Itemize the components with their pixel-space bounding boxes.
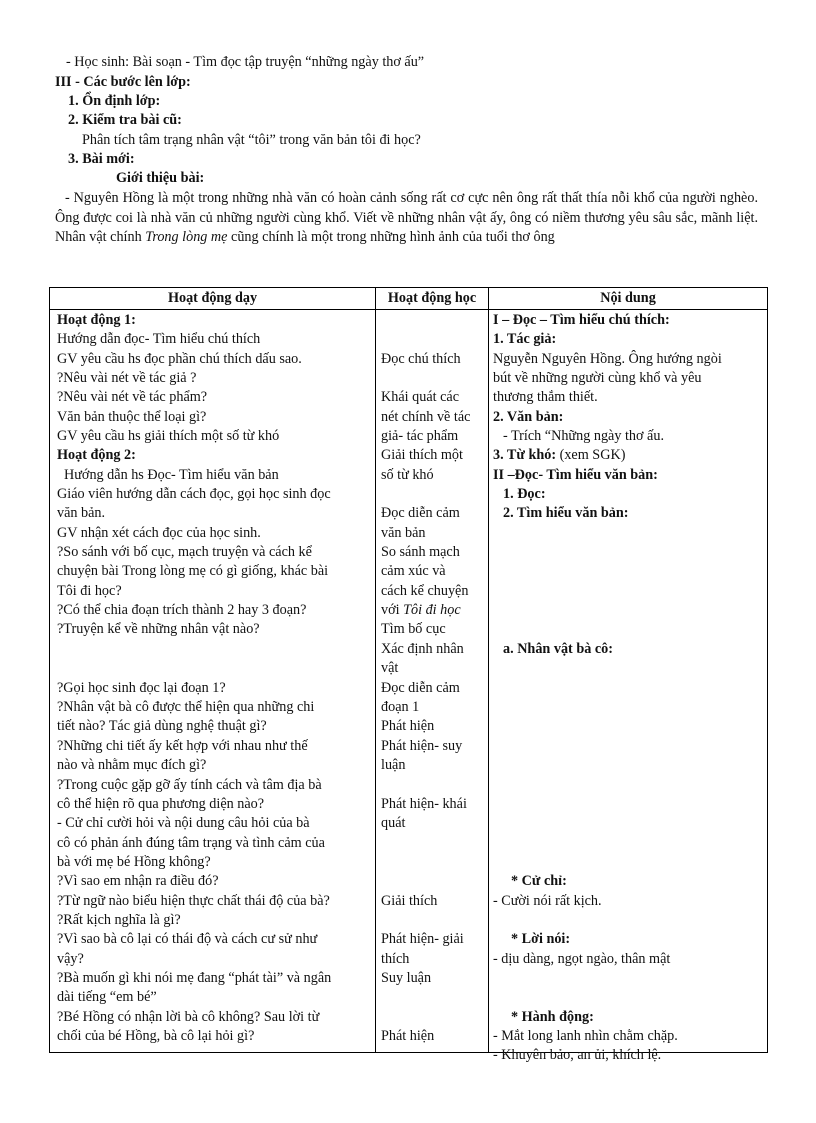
learning-column bbox=[376, 310, 489, 1053]
learn-line: Suy luận bbox=[381, 970, 432, 986]
learn-line: Xác định nhân bbox=[381, 641, 464, 657]
content-line: Nguyễn Nguyên Hồng. Ông hướng ngòi bbox=[493, 351, 722, 367]
teach-line: dài tiếng “em bé” bbox=[57, 989, 157, 1005]
student-prep-line: - Học sinh: Bài soạn - Tìm đọc tập truyện “những ngày thơ ấu” bbox=[66, 54, 425, 70]
teach-line: GV nhận xét cách đọc của học sinh. bbox=[57, 525, 261, 541]
learn-line: Đọc diễn cảm bbox=[381, 505, 460, 521]
learn-line: đoạn 1 bbox=[381, 699, 420, 715]
teach-line: GV yêu cầu hs đọc phần chú thích dấu sao. bbox=[57, 351, 302, 367]
lesson-table bbox=[49, 287, 768, 1063]
teach-line: - Cử chỉ cười hỏi và nội dung câu hỏi của bà bbox=[57, 815, 310, 831]
learn-line: Giải thích một bbox=[381, 447, 463, 463]
header-teaching: Hoạt động dạy bbox=[50, 288, 376, 310]
content-line: thương thắm thiết. bbox=[493, 389, 598, 405]
learn-with-word: với bbox=[381, 602, 400, 618]
activity-1-heading: Hoạt động 1: bbox=[57, 312, 136, 328]
teach-line: ?Vì sao bà cô lại có thái độ và cách cư sử như bbox=[57, 931, 318, 947]
teach-line: cô có phản ánh đúng tâm trạng và tình cảm của bbox=[57, 835, 325, 851]
teach-line: ?Rất kịch nghĩa là gì? bbox=[57, 912, 181, 928]
teach-line: ?Nhân vật bà cô được thể hiện qua những chi bbox=[57, 699, 315, 715]
teaching-column bbox=[50, 310, 376, 1053]
step-2-heading: 2. Kiểm tra bài cũ: bbox=[68, 112, 182, 128]
content-line: - Cười nói rất kịch. bbox=[493, 893, 602, 909]
learn-line: Phát hiện- khái bbox=[381, 796, 467, 812]
learn-line: nét chính về tác bbox=[381, 409, 471, 425]
teach-line: Giáo viên hướng dẫn cách đọc, gọi học sinh đọc bbox=[57, 486, 331, 502]
learn-line: Phát hiện- giải bbox=[381, 931, 464, 947]
header-content: Nội dung bbox=[489, 288, 768, 310]
teach-line: ?Vì sao em nhận ra điều đó? bbox=[57, 873, 219, 889]
teach-line: GV yêu cầu hs giải thích một số từ khó bbox=[57, 428, 280, 444]
teach-line: ?Truyện kể về những nhân vật nào? bbox=[57, 621, 260, 637]
learn-line: thích bbox=[381, 951, 410, 967]
teach-line: cô thể hiện rõ qua phương diện nào? bbox=[57, 796, 265, 812]
content-line: - Trích “Những ngày thơ ấu. bbox=[503, 428, 664, 444]
teach-line: bà với mẹ bé Hồng không? bbox=[57, 854, 211, 870]
content-action-heading: * Hành động: bbox=[511, 1009, 594, 1025]
teach-line: ?Có thể chia đoạn trích thành 2 hay 3 đoạn? bbox=[57, 602, 307, 618]
step-1-heading: 1. Ổn định lớp: bbox=[68, 93, 161, 109]
learn-line: Tìm bố cục bbox=[381, 621, 446, 637]
learn-line: Phát hiện bbox=[381, 1028, 435, 1044]
teach-line: ?Bà muốn gì khi nói mẹ đang “phát tài” và ngân bbox=[57, 970, 332, 986]
content-line: - Mắt long lanh nhìn chằm chặp. bbox=[493, 1028, 678, 1044]
content-gesture-heading: * Cử chỉ: bbox=[511, 873, 567, 889]
learn-line: cách kể chuyện bbox=[381, 583, 469, 599]
learn-line: quát bbox=[381, 815, 406, 831]
intro-work-title: Trong lòng mẹ bbox=[145, 229, 228, 245]
teach-line: tiết nào? Tác giả dùng nghệ thuật gì? bbox=[57, 718, 267, 734]
learn-line: Giải thích bbox=[381, 893, 438, 909]
teach-line: nào và nhằm mục đích gì? bbox=[57, 757, 207, 773]
content-speech-heading: * Lời nói: bbox=[511, 931, 571, 947]
content-section-1-title: I – Đọc – Tìm hiểu chú thích: bbox=[493, 312, 670, 328]
learn-work-title: Tôi đi học bbox=[403, 602, 461, 618]
content-read-heading: 1. Đọc: bbox=[503, 486, 546, 502]
table-header-row bbox=[50, 288, 768, 310]
content-analysis-heading: 2. Tìm hiểu văn bản: bbox=[503, 505, 629, 521]
intro-text-part1: - Nguyên Hồng là một trong những nhà văn có hoàn cảnh sống rất cơ cực nên ông rất thất thía nỗi khổ của người nghèo. Ông được coi là nhà văn củ những người cùng khổ. Viết về những nhân vật ấy, ông có niềm thương yêu sâu sắc, mãnh liệt. Nhân vật chính bbox=[55, 190, 758, 245]
teach-line: vậy? bbox=[57, 951, 84, 967]
teach-line: ?Nêu vài nét về tác giả ? bbox=[57, 370, 197, 386]
teach-line: văn bản. bbox=[57, 505, 106, 521]
learn-line: So sánh mạch bbox=[381, 544, 460, 560]
learn-line: số từ khó bbox=[381, 467, 434, 483]
teach-line: Văn bản thuộc thể loại gì? bbox=[57, 409, 207, 425]
teach-line: chuyện bài Trong lòng mẹ có gì giống, khác bài bbox=[57, 563, 329, 579]
learn-line bbox=[381, 601, 461, 620]
content-character-heading: a. Nhân vật bà cô: bbox=[503, 641, 613, 657]
teach-line: ?Từ ngữ nào biểu hiện thực chất thái độ của bà? bbox=[57, 893, 330, 909]
learn-line: Đọc diễn cảm bbox=[381, 680, 460, 696]
teach-line: Hướng dẫn hs Đọc- Tìm hiểu văn bản bbox=[64, 467, 279, 483]
teach-line: ?Bé Hồng có nhận lời bà cô không? Sau lời từ bbox=[57, 1009, 320, 1025]
intro-label: Giới thiệu bài: bbox=[116, 170, 205, 186]
teach-line: ?Gọi học sinh đọc lại đoạn 1? bbox=[57, 680, 226, 696]
teach-line: ?Những chi tiết ấy kết hợp với nhau như thế bbox=[57, 738, 308, 754]
learn-line: Đọc chú thích bbox=[381, 351, 461, 367]
content-column bbox=[489, 310, 768, 1063]
teach-line: ?Nêu vài nét về tác phẩm? bbox=[57, 389, 208, 405]
header-learning: Hoạt động học bbox=[376, 288, 489, 310]
content-text-heading: 2. Văn bản: bbox=[493, 409, 564, 425]
intro-text-part2: cũng chính là một trong những hình ảnh của tuổi thơ ông bbox=[231, 229, 555, 245]
learn-line: Khái quát các bbox=[381, 389, 459, 405]
learn-line: giả- tác phẩm bbox=[381, 428, 459, 444]
learn-line: luận bbox=[381, 757, 406, 773]
teach-line: ?Trong cuộc gặp gỡ ấy tính cách và tâm địa bà bbox=[57, 777, 322, 793]
step-3-heading: 3. Bài mới: bbox=[68, 151, 135, 167]
learn-line: Phát hiện- suy bbox=[381, 738, 463, 754]
step-2-question: Phân tích tâm trạng nhân vật “tôi” trong văn bản tôi đi học? bbox=[82, 132, 421, 148]
content-vocab-heading: 3. Từ khó: bbox=[493, 447, 557, 463]
content-line bbox=[493, 446, 625, 465]
content-section-2-title: II –Đọc- Tìm hiểu văn bản: bbox=[493, 467, 658, 483]
teach-line: Hướng dẫn đọc- Tìm hiểu chú thích bbox=[57, 331, 261, 347]
table-body-row bbox=[50, 310, 768, 1053]
learn-line: Phát hiện bbox=[381, 718, 435, 734]
learn-line: vật bbox=[381, 660, 399, 676]
teach-line: Tôi đi học? bbox=[57, 583, 122, 599]
section-3-title: III - Các bước lên lớp: bbox=[55, 74, 191, 90]
teach-line: chối của bé Hồng, bà cô lại hỏi gì? bbox=[57, 1028, 255, 1044]
content-vocab-ref: (xem SGK) bbox=[559, 447, 626, 463]
content-line: bút về những người cùng khổ và yêu bbox=[493, 370, 702, 386]
learn-line: cảm xúc và bbox=[381, 563, 446, 579]
content-line: - dịu dàng, ngọt ngào, thân mật bbox=[493, 951, 671, 967]
teach-line: ?So sánh với bố cục, mạch truyện và cách kể bbox=[57, 544, 312, 560]
activity-2-heading: Hoạt động 2: bbox=[57, 447, 136, 463]
intro-paragraph bbox=[55, 189, 758, 248]
learn-line: văn bản bbox=[381, 525, 426, 541]
content-line: - Khuyên bảo, an ủi, khích lệ. bbox=[493, 1047, 662, 1063]
content-author-heading: 1. Tác giả: bbox=[493, 331, 557, 347]
